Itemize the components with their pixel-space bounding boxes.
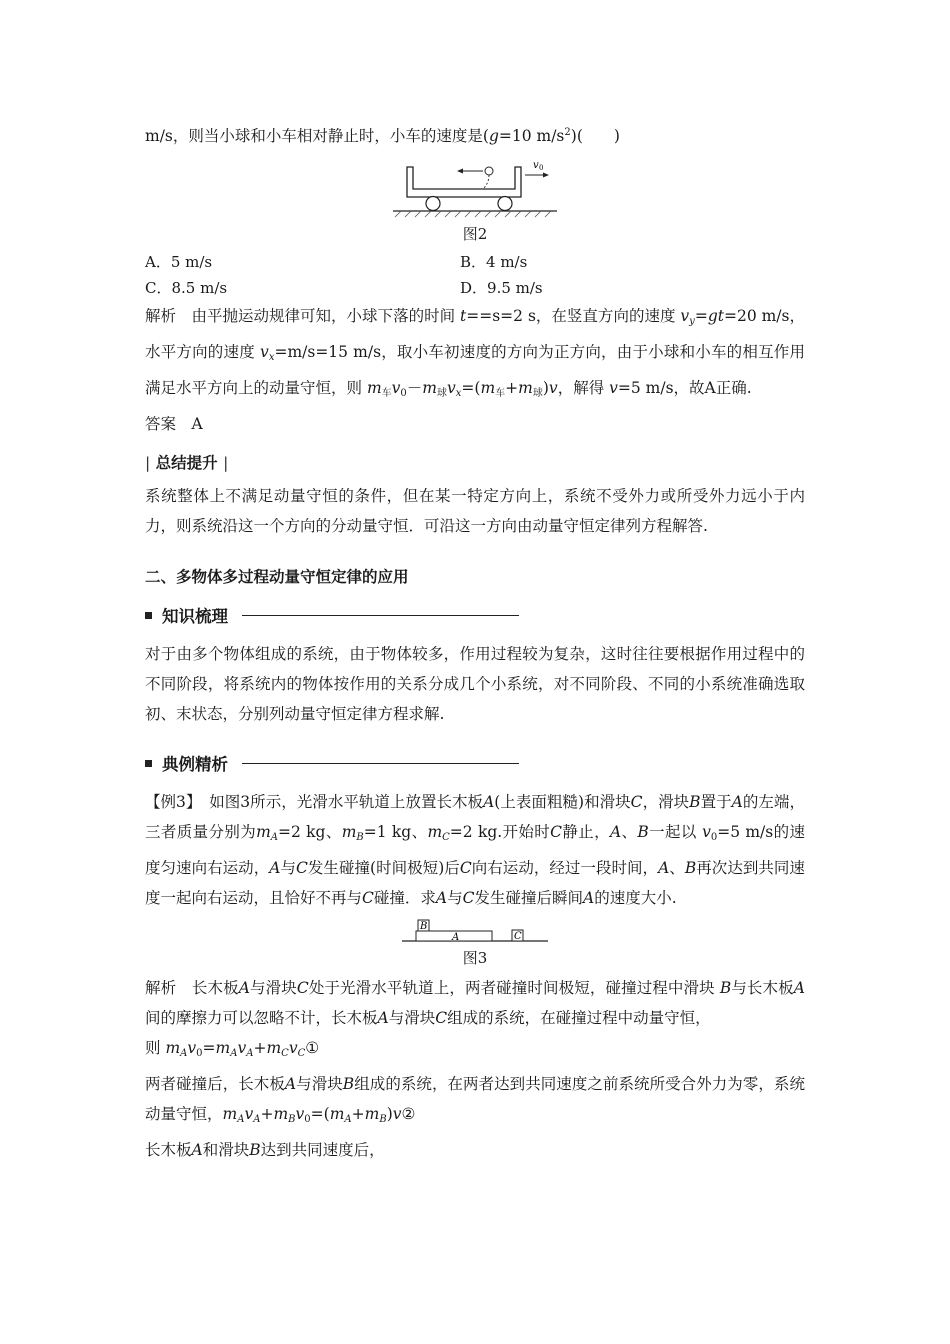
summary-text: 系统整体上不满足动量守恒的条件，但在某一特定方向上，系统不受外力或所受外力远小于内力，则系统沿这一个方向的分动量守恒．可沿这一方向由动量守恒定律列方程解答. [145, 487, 805, 535]
cart-ball-diagram [385, 153, 565, 221]
answer-1: 答案 A [145, 415, 203, 433]
figure-2 [145, 153, 805, 245]
option-b: B．4 m/s [460, 253, 528, 271]
knowledge-text: 对于由多个物体组成的系统，由于物体较多，作用过程较为复杂，这时往往要根据作用过程中的不同阶段，将系统内的物体按作用的关系分成几个小系统，对不同阶段、不同的小系统准确选取初、末状态，分别列动量守恒定律方程求解. [145, 645, 805, 723]
solution-1: 解析 由平抛运动规律可知，小球下落的时间 t==s=2 s，在竖直方向的速度 $v_y=gt=20$ m/s，水平方向的速度 $v_x=m/s=15$ m/s，取小车初速度的方向为正方向，由于小球和小车的相互作用满足水平方向上的动量守恒，则 m车v0－m球$v_x=(m$车+m球)v，解得 v=5 m/s，故A正确. [145, 307, 805, 399]
figure-3 [145, 917, 805, 969]
v0-sub: 0 [539, 164, 544, 172]
block-b-label: B [420, 921, 428, 932]
heading-rule [242, 763, 519, 764]
figure-3-caption: 图3 [462, 949, 488, 967]
examples-heading: 典例精析 [145, 751, 805, 775]
solution-3: 解析 长木板A与滑块C处于光滑水平轨道上，两者碰撞时间极短，碰撞过程中滑块 B与长木板A间的摩擦力可以忽略不计，长木板A与滑块C组成的系统，在碰撞过程中动量守恒， [145, 979, 805, 1027]
question-tail: m/s，则当小球和小车相对静止时，小车的速度是(g=10 $m/s^2$)( ) [145, 127, 620, 145]
equation-1: 则 $m_Av0=m_Av_A+m_Cv_C①$ [145, 1039, 320, 1059]
summary-heading: | 总结提升 | [145, 454, 229, 472]
board-a-label: A [452, 932, 460, 943]
solution-3-part-3: 长木板A和滑块B达到共同速度后， [145, 1141, 385, 1159]
solution-3-part-2: 两者碰撞后，长木板A与滑块B组成的系统，在两者达到共同速度之前系统所受合外力为零，系统动量守恒，$m_Av_A+m_Bv0=(m_A+m_B)v②$ [145, 1075, 805, 1125]
knowledge-heading: 知识梳理 [145, 603, 805, 627]
heading-rule [242, 615, 519, 616]
answer-options [145, 249, 805, 301]
block-c-label: C [514, 931, 522, 942]
section-2-title: 二、多物体多过程动量守恒定律的应用 [145, 568, 409, 586]
square-bullet-icon [145, 760, 152, 767]
option-a: A．5 m/s [145, 253, 213, 271]
v0-label: v [533, 160, 539, 171]
figure-2-caption: 图2 [462, 225, 488, 243]
option-c: C．8.5 m/s [145, 279, 228, 297]
page-content [145, 118, 805, 1165]
square-bullet-icon [145, 612, 152, 619]
example-3: 【例3】 如图3所示，光滑水平轨道上放置长木板A(上表面粗糙)和滑块C，滑块B置于A的左端，三者质量分别为$m_A=2$ kg、$m_B=1$ kg、$m_C=2$ kg.开始时C静止，A、B一起以 v0=5 m/s的速度匀速向右运动，A与C发生碰撞(时间极短)后C向右运动，经过一段时间，A、B再次达到共同速度一起向右运动，且恰好不再与C碰撞．求A与C发生碰撞后瞬间A的速度大小. [145, 793, 805, 907]
option-d: D．9.5 m/s [460, 279, 543, 297]
board-blocks-diagram [400, 917, 550, 945]
